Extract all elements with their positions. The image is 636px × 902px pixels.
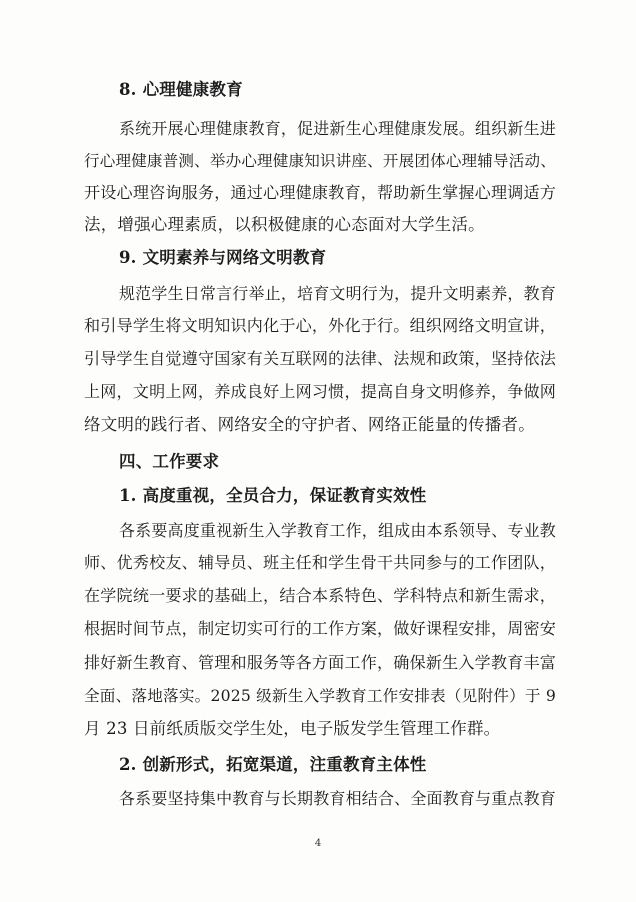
- paragraph-line: 月 23 日前纸质版交学生处，电子版发学生管理工作群。: [84, 719, 501, 738]
- paragraph-line: 法，增强心理素质，以积极健康的心态面对大学生活。: [84, 215, 485, 234]
- paragraph-line: 规范学生日常言行举止，培育文明行为，提升文明素养，教育: [119, 284, 556, 303]
- heading-9-civility: 9. 文明素养与网络文明教育: [119, 248, 327, 267]
- paragraph-line: 师、优秀校友、辅导员、班主任和学生骨干共同参与的工作团队，: [84, 553, 557, 572]
- paragraph-line: 开设心理咨询服务，通过心理健康教育，帮助新生掌握心理调适方: [84, 183, 557, 202]
- paragraph-line: 排好新生教育、管理和服务等各方面工作，确保新生入学教育丰富: [84, 653, 557, 672]
- paragraph-line: 上网，文明上网，养成良好上网习惯，提高自身文明修养，争做网: [84, 382, 557, 401]
- paragraph-line: 各系要坚持集中教育与长期教育相结合、全面教育与重点教育: [119, 789, 556, 808]
- paragraph-line: 络文明的践行者、网络安全的守护者、网络正能量的传播者。: [84, 415, 535, 434]
- paragraph-line: 引导学生自觉遵守国家有关互联网的法律、法规和政策，坚持依法: [84, 349, 557, 368]
- paragraph-line: 在学院统一要求的基础上，结合本系特色、学科特点和新生需求，: [84, 586, 557, 605]
- section-heading-work-requirements: 四、工作要求: [119, 452, 220, 471]
- heading-2-innovate-forms: 2. 创新形式，拓宽渠道，注重教育主体性: [119, 755, 427, 774]
- heading-1-high-attention: 1. 高度重视，全员合力，保证教育实效性: [119, 486, 427, 505]
- paragraph-line: 和引导学生将文明知识内化于心，外化于行。组织网络文明宣讲，: [84, 316, 557, 335]
- paragraph-line: 各系要高度重视新生入学教育工作，组成由本系领导、专业教: [119, 521, 556, 540]
- paragraph-line: 全面、落地落实。2025 级新生入学教育工作安排表（见附件）于 9: [84, 687, 557, 705]
- paragraph-line: 系统开展心理健康教育，促进新生心理健康发展。组织新生进: [119, 119, 556, 138]
- paragraph-line: 根据时间节点，制定切实可行的工作方案，做好课程安排，周密安: [84, 619, 557, 638]
- paragraph-line: 行心理健康普测、举办心理健康知识讲座、开展团体心理辅导活动、: [84, 152, 556, 170]
- heading-8-mental-health: 8. 心理健康教育: [119, 80, 243, 99]
- page-number: 4: [314, 838, 322, 849]
